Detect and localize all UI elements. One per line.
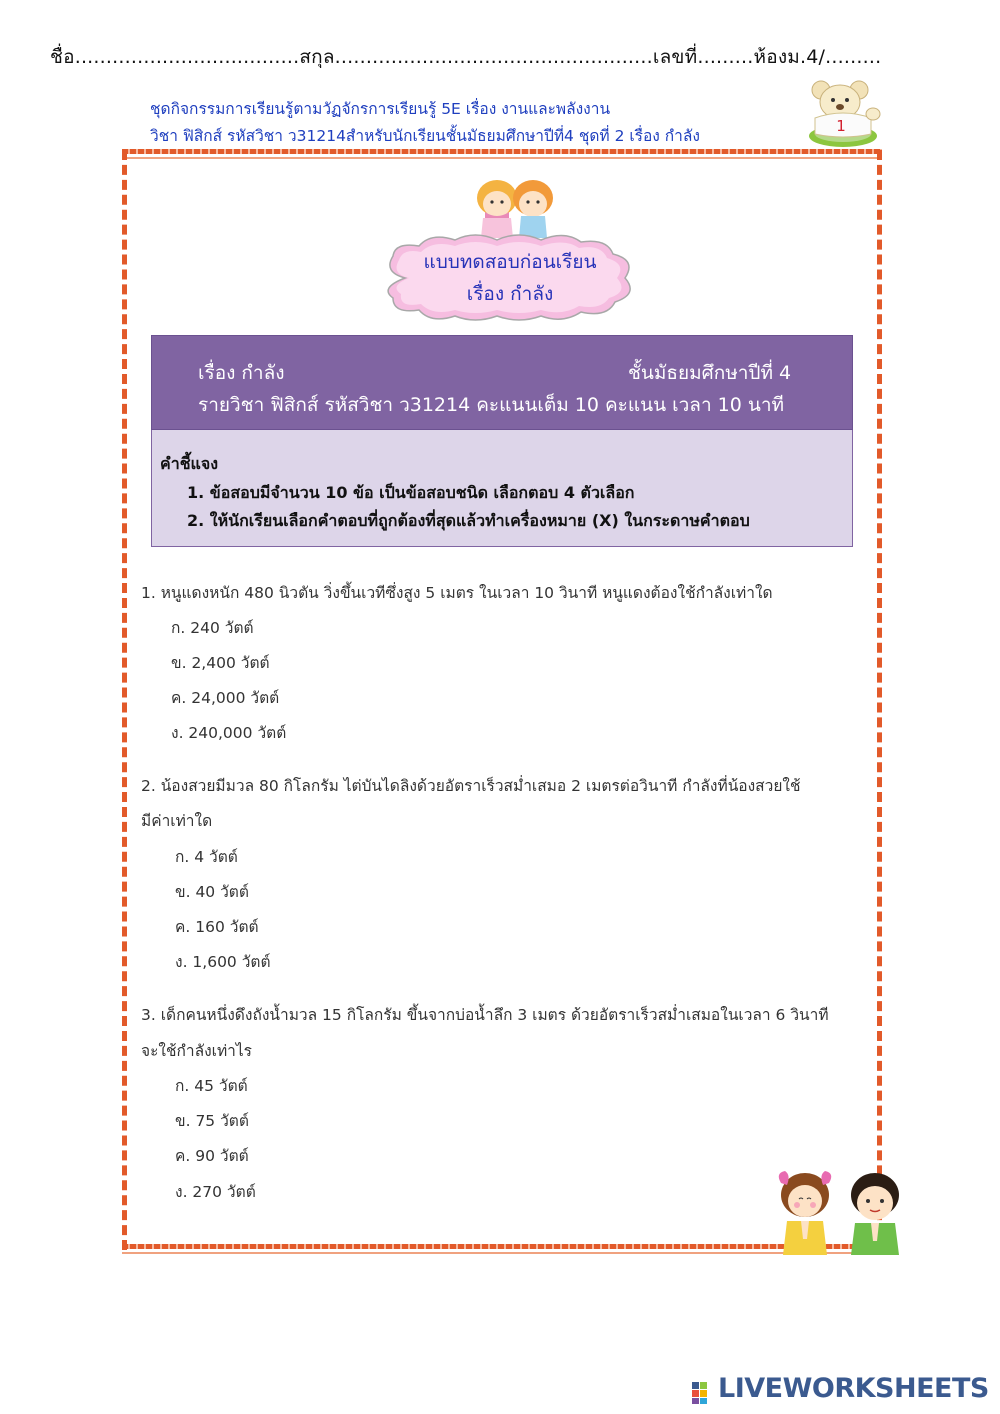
question-text-continued: จะใช้กำลังเท่าไร: [141, 1042, 252, 1060]
answer-option[interactable]: ง. 240,000 วัตต์: [171, 724, 287, 742]
instruction-item: 1. ข้อสอบมีจำนวน 10 ข้อ เป็นข้อสอบชนิด เลือกตอบ 4 ตัวเลือก: [187, 483, 635, 502]
answer-option[interactable]: ค. 24,000 วัตต์: [171, 689, 280, 707]
frame-bottom-border: [122, 1244, 882, 1249]
grade-level-label: ชั้นมัธยมศึกษาปีที่ 4: [628, 362, 792, 384]
answer-option[interactable]: ค. 160 วัตต์: [175, 918, 259, 936]
answer-option[interactable]: ก. 45 วัตต์: [175, 1077, 248, 1095]
question-text-continued: มีค่าเท่าใด: [141, 812, 213, 830]
answer-option[interactable]: ข. 2,400 วัตต์: [171, 654, 270, 672]
question-text: 3. เด็กคนหนึ่งดึงถังน้ำมวล 15 กิโลกรัม ขึ้นจากบ่อน้ำลึก 3 เมตร ด้วยอัตราเร็วสม่ำเสมอในเวลา 6 วินาที: [141, 1006, 829, 1024]
instruction-item: 2. ให้นักเรียนเลือกคำตอบที่ถูกต้องที่สุดแล้วทำเครื่องหมาย (X) ในกระดาษคำตอบ: [187, 511, 750, 530]
liveworksheets-logo-icon: [690, 1374, 716, 1406]
student-info-line: ชื่อ....................................สกุล...................................................เลขที่.........ห้องม.4/.........: [50, 46, 882, 68]
praying-kids-icon: [775, 1165, 910, 1255]
question-text: 2. น้องสวยมีมวล 80 กิโลกรัม ไต่บันไดลิงด้วยอัตราเร็วสม่ำเสมอ 2 เมตรต่อวินาที กำลังที่น้องสวยใช้: [141, 777, 801, 795]
pretest-topic: เรื่อง กำลัง: [466, 283, 554, 305]
title-cloud-shape: [375, 232, 645, 324]
topic-label: เรื่อง กำลัง: [198, 362, 285, 384]
answer-option[interactable]: ข. 75 วัตต์: [175, 1112, 249, 1130]
pretest-title: แบบทดสอบก่อนเรียน: [423, 251, 597, 273]
subject-line: วิชา ฟิสิกส์ รหัสวิชา ว31214สำหรับนักเรียนชั้นมัธยมศึกษาปีที่4 ชุดที่ 2 เรื่อง กำลัง: [150, 127, 700, 145]
answer-option[interactable]: ง. 1,600 วัตต์: [175, 953, 271, 971]
liveworksheets-brand: LIVEWORKSHEETS: [718, 1373, 989, 1404]
kids-illustration-icon: [455, 176, 575, 240]
answer-option[interactable]: ก. 4 วัตต์: [175, 848, 238, 866]
bear-badge-icon: [803, 76, 883, 150]
question-text: 1. หนูแดงหนัก 480 นิวตัน วิ่งขึ้นเวทีซึ่งสูง 5 เมตร ในเวลา 10 วินาที หนูแดงต้องใช้กำลังเท่าใด: [141, 584, 773, 602]
subject-score-time-label: รายวิชา ฟิสิกส์ รหัสวิชา ว31214 คะแนนเต็ม 10 คะแนน เวลา 10 นาที: [198, 394, 785, 416]
badge-number: 1: [836, 117, 846, 135]
answer-option[interactable]: ข. 40 วัตต์: [175, 883, 249, 901]
instructions-title: คำชี้แจง: [160, 454, 219, 473]
series-title: ชุดกิจกรรมการเรียนรู้ตามวัฏจักรการเรียนรู้ 5E เรื่อง งานและพลังงาน: [150, 100, 611, 118]
answer-option[interactable]: ง. 270 วัตต์: [175, 1183, 256, 1201]
frame-bottom-inner-border: [122, 1252, 882, 1254]
answer-option[interactable]: ก. 240 วัตต์: [171, 619, 254, 637]
answer-option[interactable]: ค. 90 วัตต์: [175, 1147, 249, 1165]
